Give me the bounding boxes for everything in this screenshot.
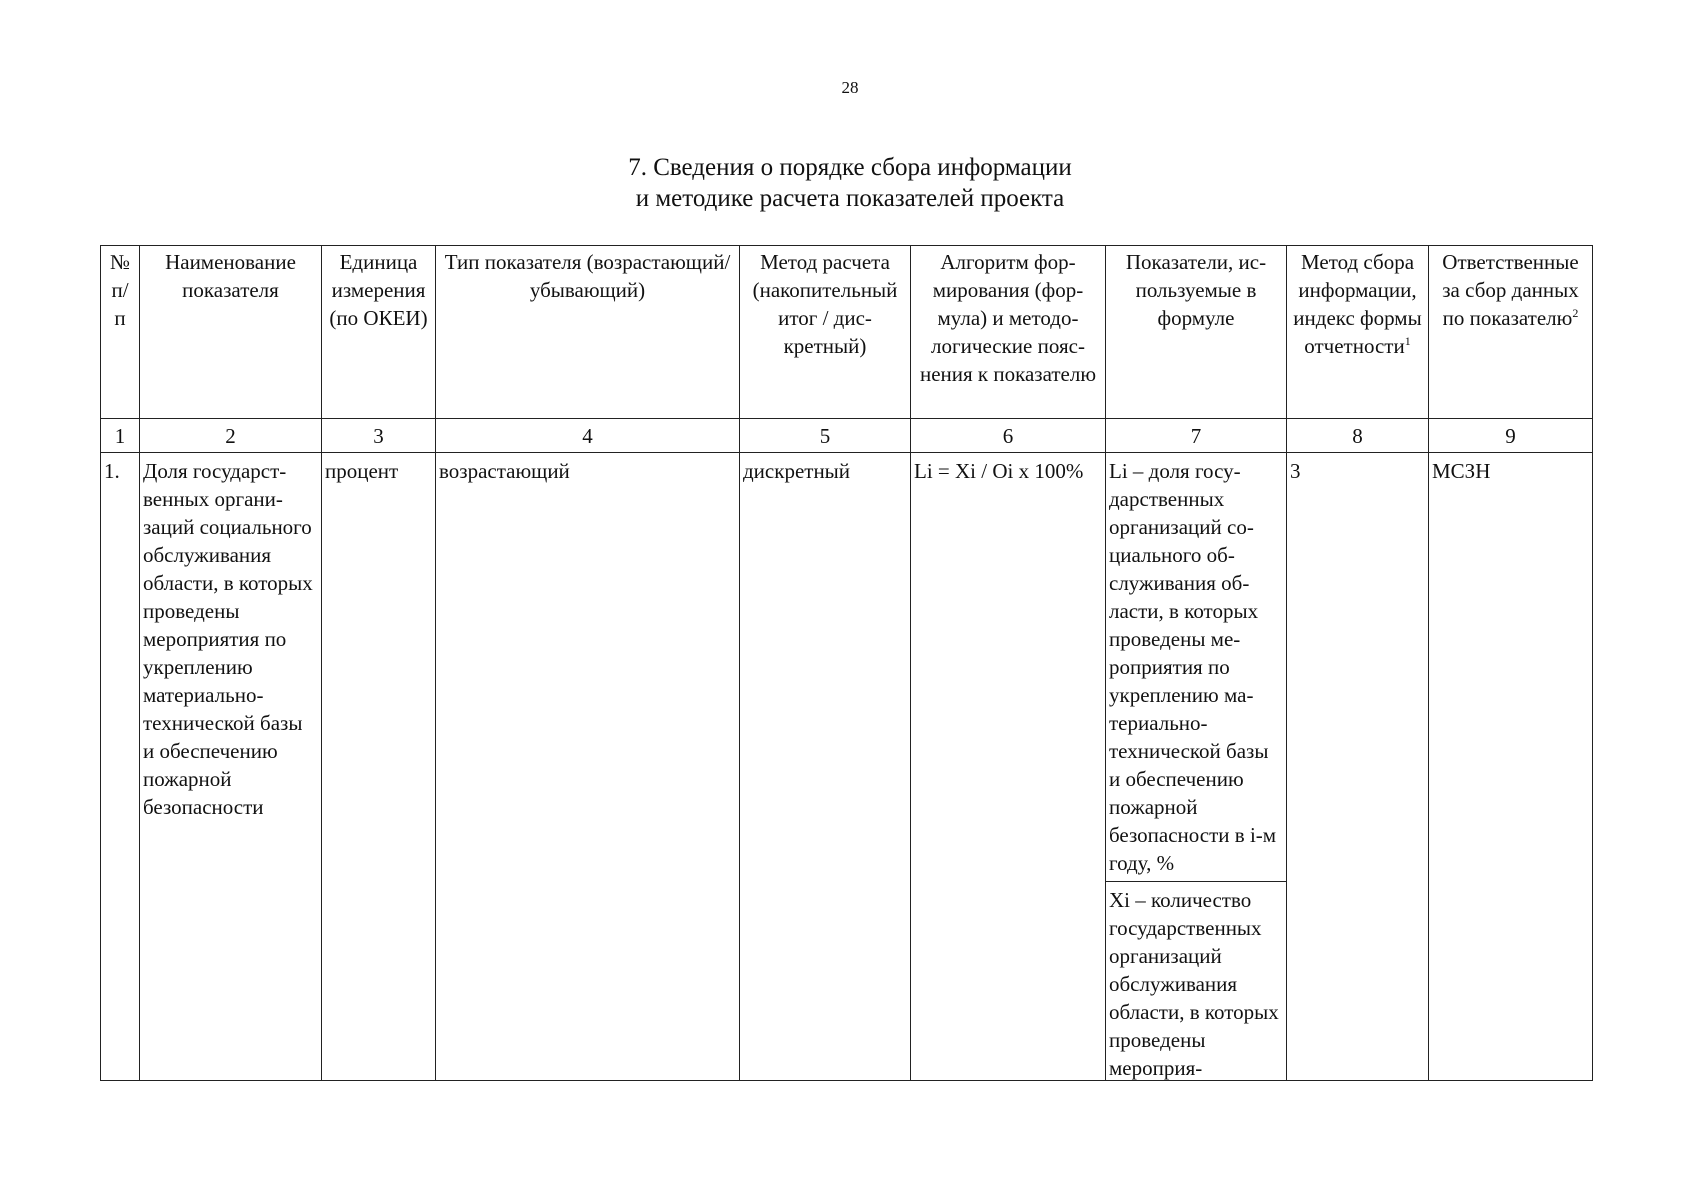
column-number-row	[101, 419, 1593, 453]
header-method: Метод расчета (накопительный итог / дискретный)	[740, 246, 911, 419]
indicator-unit: процент	[322, 453, 436, 1081]
column-number: 7	[1106, 419, 1287, 453]
header-type: Тип показателя (возрастающий/убывающий)	[436, 246, 740, 419]
responsible: МСЗН	[1429, 453, 1593, 1081]
heading-line-1: 7. Сведения о порядке сбора информации	[628, 154, 1072, 181]
column-number: 5	[740, 419, 911, 453]
column-number: 4	[436, 419, 740, 453]
formula-params	[1106, 453, 1287, 1081]
table-row	[101, 453, 1593, 1081]
row-num: 1.	[101, 453, 140, 1081]
header-unit: Единица измерения (по ОКЕИ)	[322, 246, 436, 419]
header-responsible-text: Ответственные за сбор данных по показателю	[1442, 250, 1579, 330]
formula: Li = Xi / Oi x 100%	[911, 453, 1106, 1081]
column-number: 8	[1287, 419, 1429, 453]
header-collection	[1287, 246, 1429, 419]
column-number: 3	[322, 419, 436, 453]
param-xi: Xi – количество государственных организаций обслуживания области, в которых проведены мероприя-	[1109, 888, 1279, 1080]
header-collection-text: Метод сбора информации, индекс формы отчетности	[1293, 250, 1422, 358]
footnote-1-marker: 1	[1404, 334, 1411, 348]
column-number: 9	[1429, 419, 1593, 453]
header-responsible	[1429, 246, 1593, 419]
footnote-2-marker: 2	[1572, 306, 1579, 320]
indicator-name: Доля государственных организаций социального обслуживания области, в которых проведены мероприятия по укреплению материально-технической базы и обеспечению пожарной безопасности	[140, 453, 322, 1081]
section-heading	[0, 152, 1700, 214]
header-name: Наименование показателя	[140, 246, 322, 419]
column-number: 6	[911, 419, 1106, 453]
header-algorithm: Алгоритм формирования (формула) и методологические пояснения к показателю	[911, 246, 1106, 419]
header-params: Показатели, используемые в формуле	[1106, 246, 1287, 419]
header-row	[101, 246, 1593, 419]
param-li: Li – доля государственных организаций социального обслуживания области, в которых проведены мероприятия по укреплению материально-технической базы и обеспечению пожарной безопасности в i-м году, %	[1106, 453, 1286, 882]
header-num: № п/ п	[101, 246, 140, 419]
collection-method: 3	[1287, 453, 1429, 1081]
indicator-type: возрастающий	[436, 453, 740, 1081]
calculation-method: дискретный	[740, 453, 911, 1081]
heading-line-2: и методике расчета показателей проекта	[635, 185, 1065, 212]
column-number: 1	[101, 419, 140, 453]
column-number: 2	[140, 419, 322, 453]
indicators-table	[100, 245, 1593, 1081]
page-number: 28	[841, 78, 859, 97]
